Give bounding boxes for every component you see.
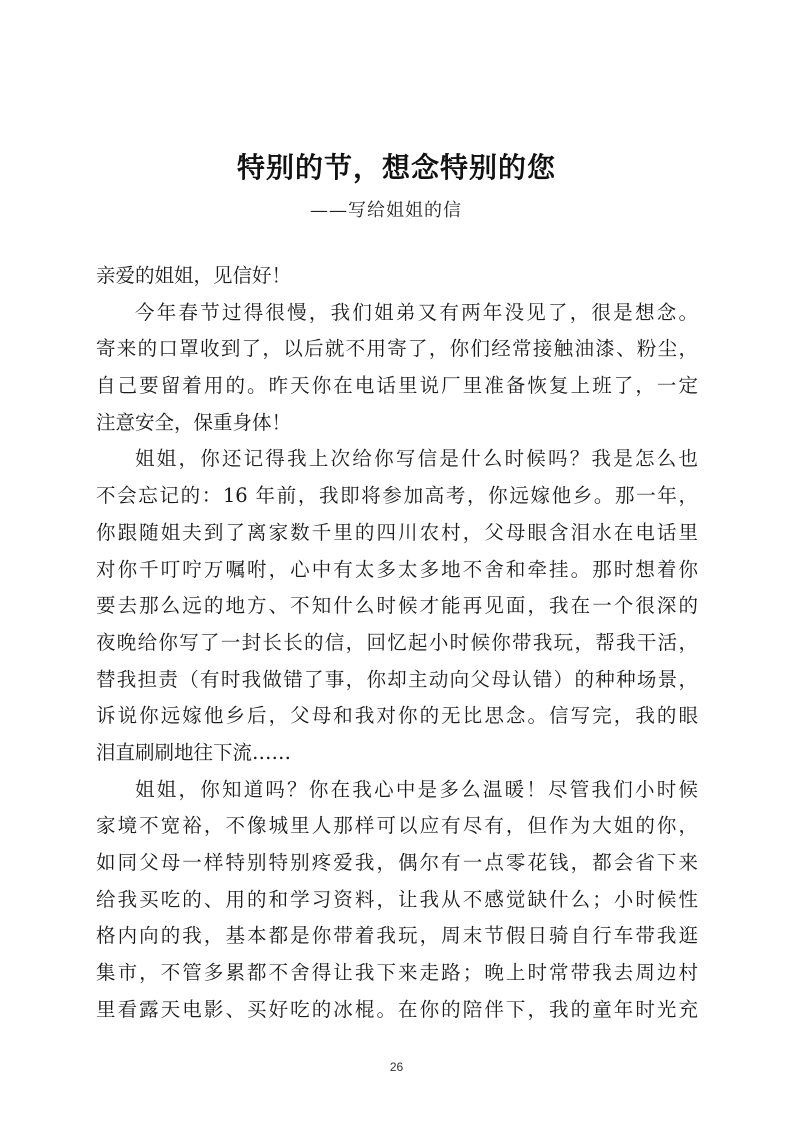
text-line: 亲爱的姐姐，见信好！ <box>96 264 292 287</box>
text-line: 对你千叮咛万嘱咐，心中有太多太多地不舍和牵挂。那时想着你 <box>96 557 698 581</box>
text-line: 格内向的我，基本都是你带着我玩，周末节假日骑自行车带我逛 <box>96 924 698 948</box>
letter-subtitle: ——写给姐姐的信 <box>310 200 462 221</box>
text-line: 里看露天电影、买好吃的冰棍。在你的陪伴下，我的童年时光充 <box>96 997 698 1021</box>
text-line: 不会忘记的：16 年前，我即将参加高考，你远嫁他乡。那一年， <box>96 484 698 508</box>
text-line: 替我担责（有时我做错了事，你却主动向父母认错）的种种场景， <box>96 667 698 691</box>
text-line: 自己要留着用的。昨天你在电话里说厂里准备恢复上班了，一定 <box>96 374 698 398</box>
text-line: 诉说你远嫁他乡后，父母和我对你的无比思念。信写完，我的眼 <box>96 704 698 728</box>
text-line: 姐姐，你知道吗？你在我心中是多么温暖！尽管我们小时候 <box>135 777 698 801</box>
text-line: 如同父母一样特别特别疼爱我，偶尔有一点零花钱，都会省下来 <box>96 851 698 874</box>
text-line: 要去那么远的地方、不知什么时候才能再见面，我在一个很深的 <box>96 594 698 618</box>
text-line: 今年春节过得很慢，我们姐弟又有两年没见了，很是想念。 <box>135 300 698 324</box>
text-line: 夜晚给你写了一封长长的信，回忆起小时候你带我玩，帮我干活， <box>96 630 698 654</box>
text-line: 集市，不管多累都不舍得让我下来走路；晚上时常带我去周边村 <box>96 961 698 985</box>
text-line: 你跟随姐夫到了离家数千里的四川农村，父母眼含泪水在电话里 <box>96 520 698 544</box>
text-line: 泪直刷刷地往下流…… <box>96 740 292 764</box>
letter-title: 特别的节，想念特别的您 <box>236 151 556 184</box>
letter-body <box>96 258 698 1028</box>
page-number: 26 <box>389 1060 404 1074</box>
text-line: 姐姐，你还记得我上次给你写信是什么时候吗？我是怎么也 <box>135 447 698 471</box>
text-line: 家境不宽裕，不像城里人那样可以应有尽有，但作为大姐的你， <box>96 814 698 838</box>
text-line: 寄来的口罩收到了，以后就不用寄了，你们经常接触油漆、粉尘， <box>96 337 698 361</box>
text-line: 给我买吃的、用的和学习资料，让我从不感觉缺什么；小时候性 <box>96 887 698 911</box>
text-line: 注意安全，保重身体！ <box>96 410 292 434</box>
